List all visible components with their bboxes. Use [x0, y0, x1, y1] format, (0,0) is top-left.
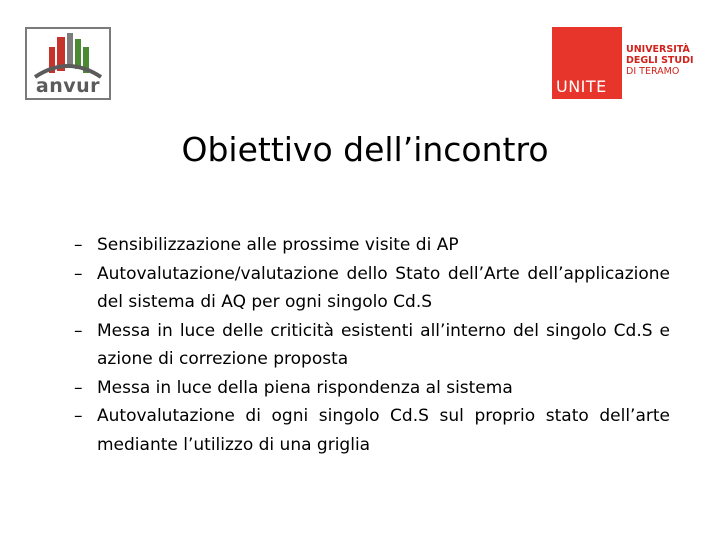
unite-line-1: UNIVERSITÀ — [626, 44, 690, 55]
bullet-item — [74, 402, 670, 459]
bullet-list — [74, 231, 670, 459]
unite-red-block — [552, 27, 622, 99]
bullet-text: Messa in luce della piena rispondenza al sistema — [97, 377, 513, 398]
bullet-dash: – — [74, 235, 83, 255]
unite-wordmark: UNITE — [556, 77, 607, 96]
anvur-wordmark: anvur — [35, 75, 101, 97]
bullet-text: Autovalutazione/valutazione dello Stato dell’Arte dell’applicazione del sistema di AQ per ogni singolo Cd.S — [97, 263, 670, 312]
slide-title: Obiettivo dell’incontro — [181, 130, 549, 169]
bullet-dash: – — [74, 320, 83, 341]
bullet-item — [74, 374, 670, 403]
unite-line-2: DEGLI STUDI — [626, 55, 694, 66]
bullet-text: Sensibilizzazione alle prossime visite di AP — [97, 235, 459, 255]
bullet-text: Messa in luce delle criticità esistenti all’interno del singolo Cd.S e azione di correzione proposta — [97, 320, 670, 369]
bullet-item — [74, 231, 670, 260]
bullet-dash: – — [74, 406, 83, 426]
bullet-dash: – — [74, 263, 83, 284]
bullet-dash: – — [74, 377, 83, 398]
unite-line-3: DI TERAMO — [626, 66, 680, 77]
bullet-item — [74, 260, 670, 317]
anvur-logo — [25, 27, 111, 100]
unite-university-name — [626, 44, 700, 77]
bullet-text: Autovalutazione di ogni singolo Cd.S sul proprio stato dell’arte mediante l’utilizzo di una griglia — [97, 406, 670, 455]
unite-logo — [552, 27, 700, 99]
bullet-item — [74, 317, 670, 374]
